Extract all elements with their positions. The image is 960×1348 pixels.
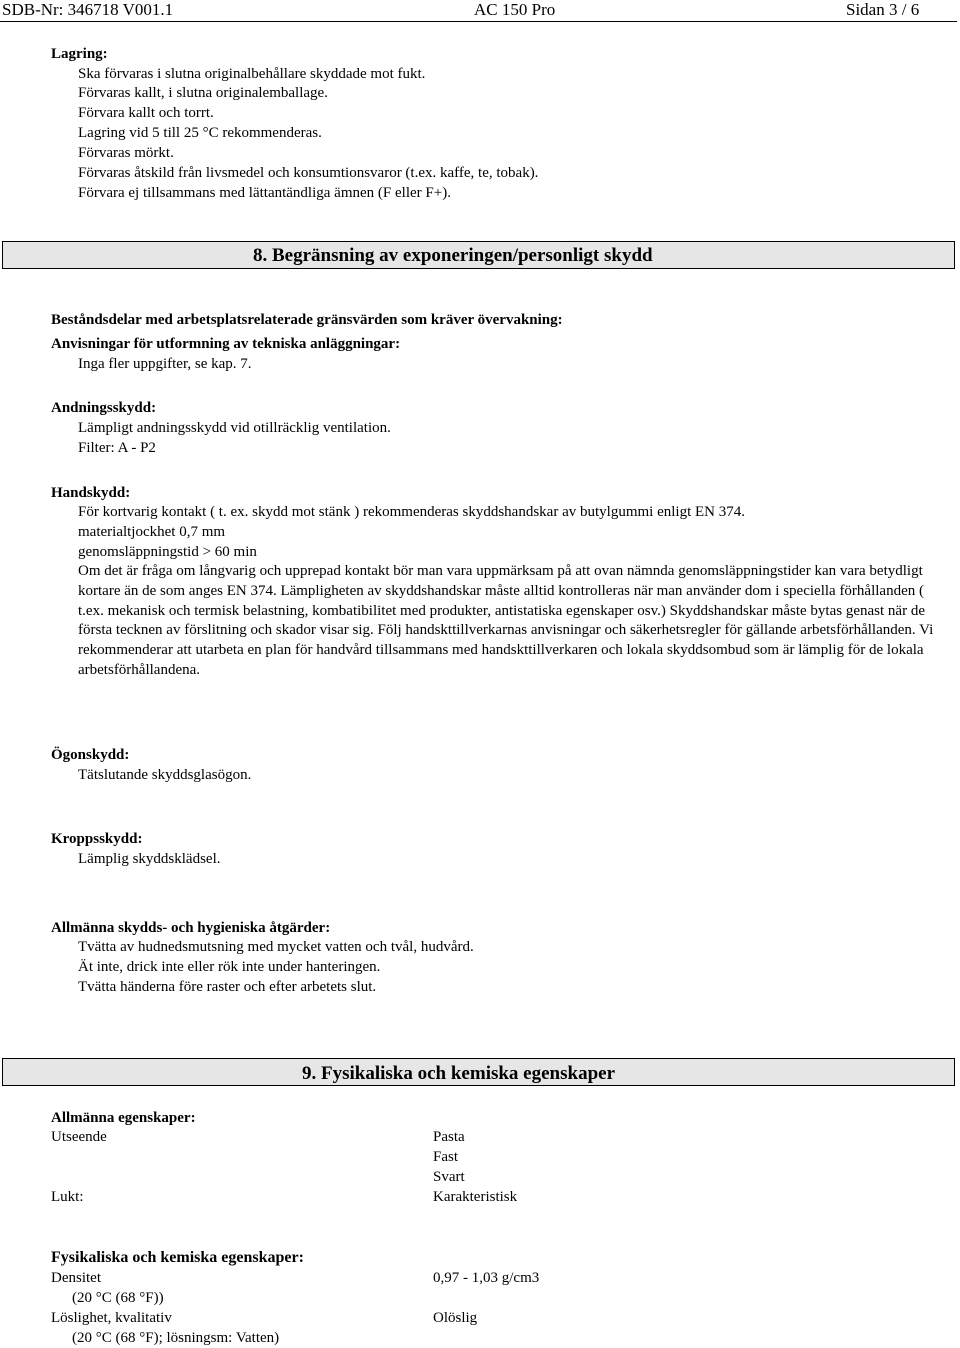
storage-line: Förvara ej tillsammans med lättantändliga ämnen (F eller F+).: [78, 185, 451, 201]
storage-line: Förvara kallt och torrt.: [78, 105, 214, 121]
hygiene-line: Ät inte, drick inte eller rök inte under hanteringen.: [78, 959, 381, 975]
appearance-label: Utseende: [51, 1129, 107, 1145]
technical-text: Inga fler uppgifter, se kap. 7.: [78, 356, 252, 372]
hygiene-heading: Allmänna skydds- och hygieniska åtgärder:: [51, 920, 331, 936]
page-number: Sidan 3 / 6: [846, 0, 920, 19]
solubility-condition: (20 °C (68 °F); lösningsm: Vatten): [72, 1330, 280, 1346]
storage-line: Lagring vid 5 till 25 °C rekommenderas.: [78, 125, 322, 141]
respiratory-line: Filter: A - P2: [78, 440, 156, 456]
hand-paragraph: Om det är fråga om långvarig och upprepad kontakt bör man vara uppmärksam på att ovan nämnda genomsläppningstider kan vara betydligt kortare än de som anges EN 374. Lämpligheten av skyddshandskar måste alltid kontrolleras när man använder dom i speciella förhållanden ( t.ex. mekanisk och termisk belastning, kombatibilitet med produkter, antistatiska egenskaper osv.) Skyddshandskar måste bytas genast när de första tecknen av förslitning och skador visar sig. Följ handskttillverkarnas anvisningar och säkerhetsregler för gällande arbetsförhållanden. Vi rekommenderar att utarbeta en plan för handvård tillsammans med handskttillverkaren och lokala skyddsombud som är lämplig för de lokala arbetsförhållandena.: [78, 563, 934, 678]
hand-line: materialtjockhet 0,7 mm: [78, 524, 226, 540]
appearance-value: Fast: [433, 1149, 459, 1165]
solubility-value: Olöslig: [433, 1310, 478, 1326]
section-8-title: 8. Begränsning av exponeringen/personligt skydd: [253, 245, 653, 266]
eye-text: Tätslutande skyddsglasögon.: [78, 767, 252, 783]
storage-line: Förvaras mörkt.: [78, 145, 174, 161]
page-header: [0, 0, 960, 22]
components-heading: Beståndsdelar med arbetsplatsrelaterade gränsvärden som kräver övervakning:: [51, 312, 563, 328]
hygiene-line: Tvätta händerna före raster och efter arbetets slut.: [78, 979, 377, 995]
doc-id: SDB-Nr: 346718 V001.1: [2, 0, 174, 19]
density-value: 0,97 - 1,03 g/cm3: [433, 1270, 540, 1286]
appearance-value: Pasta: [433, 1129, 465, 1145]
hand-line: genomsläppningstid > 60 min: [78, 544, 257, 560]
appearance-value: Svart: [433, 1169, 465, 1185]
eye-heading: Ögonskydd:: [51, 747, 130, 763]
storage-line: Förvaras kallt, i slutna originalemballage.: [78, 85, 328, 101]
hygiene-line: Tvätta av hudnedsmutsning med mycket vatten och tvål, hudvård.: [78, 939, 474, 955]
odor-label: Lukt:: [51, 1189, 84, 1205]
storage-line: Förvaras åtskild från livsmedel och konsumtionsvaror (t.ex. kaffe, te, tobak).: [78, 165, 539, 181]
density-condition: (20 °C (68 °F)): [72, 1290, 164, 1306]
respiratory-line: Lämpligt andningsskydd vid otillräcklig ventilation.: [78, 420, 391, 436]
solubility-label: Löslighet, kvalitativ: [51, 1310, 172, 1326]
respiratory-heading: Andningsskydd:: [51, 400, 157, 416]
product-name: AC 150 Pro: [474, 0, 556, 19]
density-label: Densitet: [51, 1270, 101, 1286]
physchem-heading: Fysikaliska och kemiska egenskaper:: [51, 1249, 304, 1266]
general-properties-heading: Allmänna egenskaper:: [51, 1110, 196, 1126]
hand-heading: Handskydd:: [51, 485, 131, 501]
storage-line: Ska förvaras i slutna originalbehållare skyddade mot fukt.: [78, 66, 426, 82]
body-protection-text: Lämplig skyddsklädsel.: [78, 851, 221, 867]
header-divider: [0, 21, 957, 22]
body-protection-heading: Kroppsskydd:: [51, 831, 143, 847]
section-9-title: 9. Fysikaliska och kemiska egenskaper: [302, 1063, 616, 1084]
technical-heading: Anvisningar för utformning av tekniska anläggningar:: [51, 336, 401, 352]
storage-heading: Lagring:: [51, 46, 108, 62]
odor-value: Karakteristisk: [433, 1189, 518, 1205]
hand-line: För kortvarig kontakt ( t. ex. skydd mot stänk ) rekommenderas skyddshandskar av butylgummi enligt EN 374.: [78, 504, 745, 520]
